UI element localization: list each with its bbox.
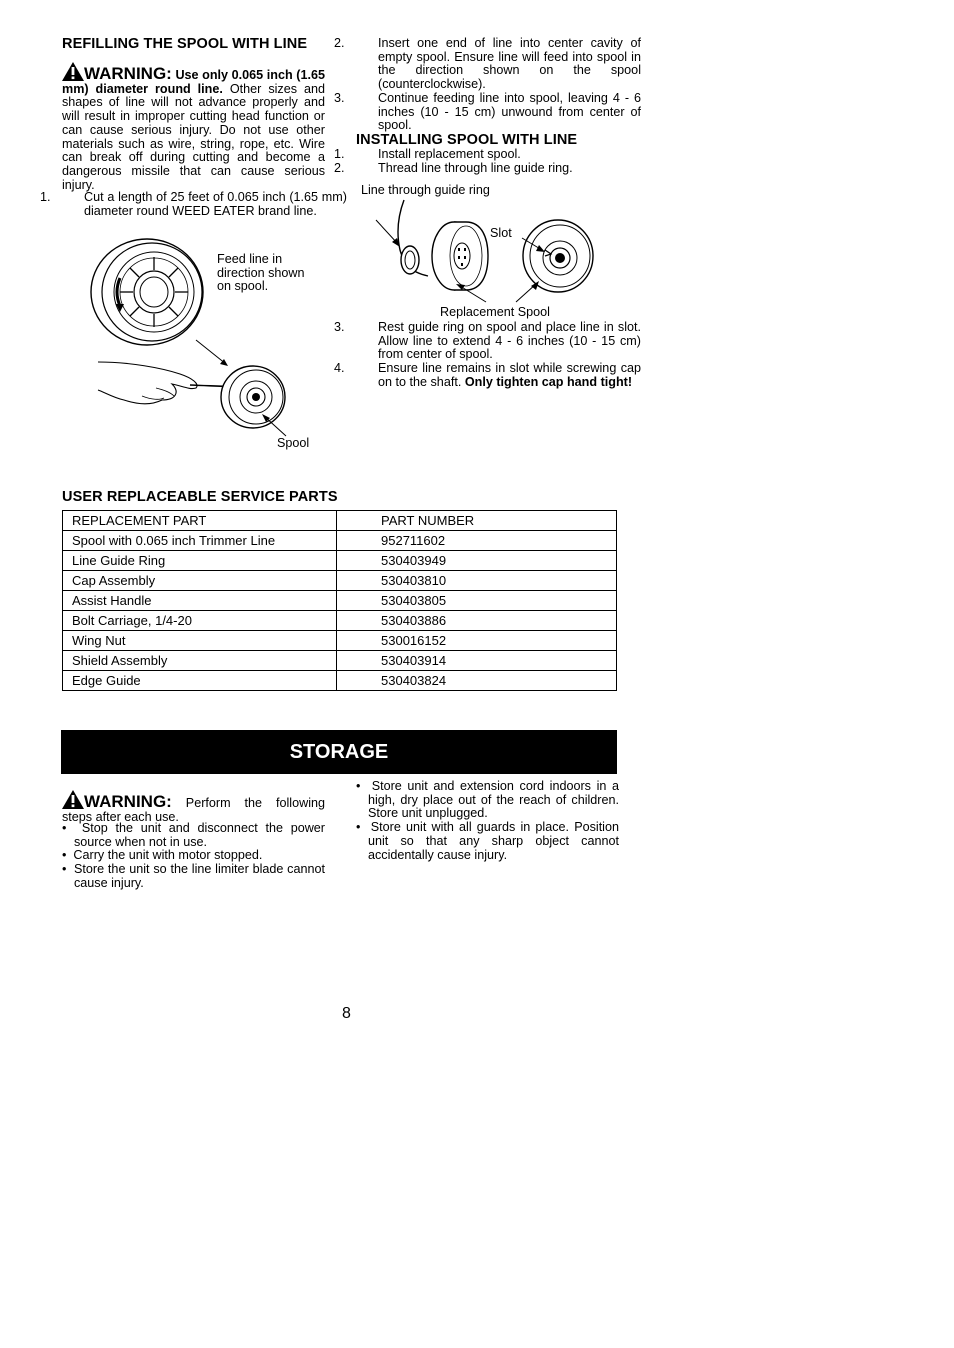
install-spool-illustration — [370, 198, 610, 308]
warning-body-text: Other sizes and shapes of line will not advance properly and will result in improper cutting head function or can cause serious injury. Do not use other materials such as wire, string, rope, etc. Wire can break off during cutting and become a dangerous missile that can cause serious injury. — [62, 81, 326, 192]
figure-label-spool: Spool — [277, 436, 310, 450]
table-cell-part: Shield Assembly — [63, 651, 337, 671]
table-row — [63, 651, 617, 671]
table-cell-part: Line Guide Ring — [63, 551, 337, 571]
figure-label-slot: Slot — [490, 226, 512, 240]
section-heading-installing: INSTALLING SPOOL WITH LINE — [356, 132, 578, 148]
table-header-part: REPLACEMENT PART — [63, 511, 337, 531]
table-cell-number: 530403810 — [337, 571, 617, 591]
table-row — [63, 531, 617, 551]
install-step-4: 4. Ensure line remains in slot while screwing cap on to the shaft. Only tighten cap hand tight! — [334, 361, 641, 389]
table-cell-number: 952711602 — [337, 531, 617, 551]
table-row — [63, 611, 617, 631]
table-cell-part: Assist Handle — [63, 591, 337, 611]
warning-triangle-icon — [62, 790, 84, 809]
refill-step-2: 2. Insert one end of line into center cavity of empty spool. Ensure line will feed into spool in the direction shown on the spool (counterclockwise). — [334, 36, 641, 92]
table-cell-number: 530403949 — [337, 551, 617, 571]
table-cell-number: 530403914 — [337, 651, 617, 671]
refill-step-1: 1. Cut a length of 25 feet of 0.065 inch (1.65 mm) diameter round WEED EATER brand line. — [40, 190, 347, 218]
table-row — [63, 671, 617, 691]
table-cell-part: Bolt Carriage, 1/4-20 — [63, 611, 337, 631]
table-header-number: PART NUMBER — [337, 511, 617, 531]
storage-left-bullets — [62, 822, 325, 891]
list-item: • Stop the unit and disconnect the power source when not in use. — [62, 821, 326, 849]
table-row — [63, 551, 617, 571]
table-cell-number: 530016152 — [337, 631, 617, 651]
storage-warning — [62, 790, 325, 824]
warning-label: WARNING: — [84, 792, 172, 811]
storage-title-bar: STORAGE — [61, 730, 617, 774]
table-header-row — [63, 511, 617, 531]
list-item: • Store unit and extension cord indoors in a high, dry place out of the reach of children. Store unit unplugged. — [356, 779, 620, 821]
refill-step-3: 3. Continue feeding line into spool, leaving 4 - 6 inches (10 - 15 cm) unwound from center of spool. — [334, 91, 641, 133]
list-item: • Carry the unit with motor stopped. — [62, 848, 263, 863]
table-cell-part: Edge Guide — [63, 671, 337, 691]
table-cell-number: 530403824 — [337, 671, 617, 691]
warning-triangle-icon — [62, 62, 84, 81]
figure-label-feed: Feed line in direction shown on spool. — [217, 252, 305, 294]
warning-bold-text: Use only 0.065 inch (1.65 mm) diameter round line. — [62, 68, 325, 96]
install-step-1: 1. Install replacement spool. — [334, 147, 521, 161]
section-heading-refilling: REFILLING THE SPOOL WITH LINE — [62, 36, 308, 52]
table-cell-part: Cap Assembly — [63, 571, 337, 591]
table-cell-number: 530403805 — [337, 591, 617, 611]
warning-body-text: Perform the following steps after each use. — [62, 796, 326, 824]
page-number: 8 — [342, 1005, 351, 1022]
table-row — [63, 591, 617, 611]
figure-label-guide-ring: Line through guide ring — [361, 183, 490, 197]
warning-label: WARNING: — [84, 64, 172, 83]
figure-label-replacement-spool: Replacement Spool — [440, 305, 550, 319]
install-step-2: 2. Thread line through line guide ring. — [334, 161, 573, 175]
list-item: • Store the unit so the line limiter blade cannot cause injury. — [62, 862, 325, 890]
storage-right-bullets — [356, 780, 619, 862]
table-cell-number: 530403886 — [337, 611, 617, 631]
parts-table — [62, 510, 617, 691]
refill-warning — [62, 62, 325, 192]
install-step-3: 3. Rest guide ring on spool and place line in slot. Allow line to extend 4 - 6 inches (10 - 15 cm) from center of spool. — [334, 320, 641, 362]
table-row — [63, 631, 617, 651]
table-cell-part: Wing Nut — [63, 631, 337, 651]
section-heading-parts: USER REPLACEABLE SERVICE PARTS — [62, 489, 338, 505]
table-cell-part: Spool with 0.065 inch Trimmer Line — [63, 531, 337, 551]
list-item: • Store unit with all guards in place. Position unit so that any sharp object cannot accidentally cause injury. — [356, 820, 619, 862]
table-row — [63, 571, 617, 591]
